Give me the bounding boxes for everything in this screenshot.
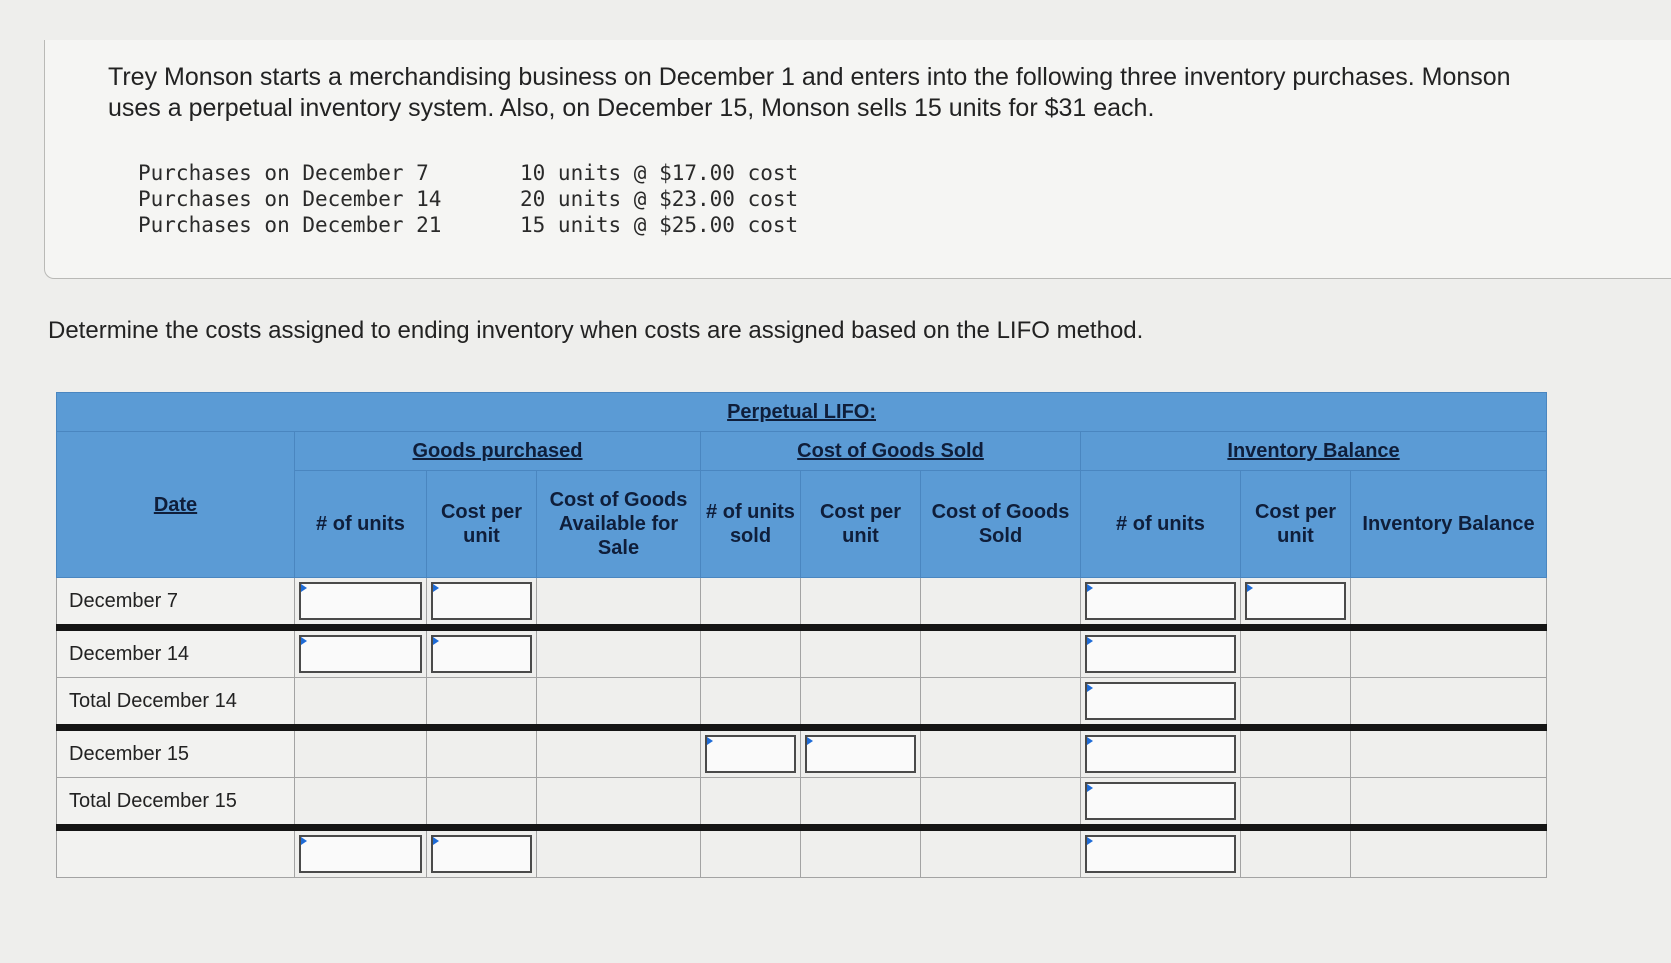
balance-cost-cell	[1241, 578, 1351, 628]
balance-total-cell	[1351, 728, 1547, 778]
cogs-header-text: Cost of Goods Sold	[797, 440, 984, 462]
balance-total-cell	[1351, 678, 1547, 728]
balance-total-cell	[1351, 578, 1547, 628]
purchased-cost-cell	[427, 728, 537, 778]
sold-units-input[interactable]	[705, 735, 796, 773]
purchased-units-cell	[295, 578, 427, 628]
cogs-cell	[921, 778, 1081, 828]
purchase-row	[138, 160, 798, 186]
available-cell	[537, 778, 701, 828]
purchase-desc: Purchases on December 21	[138, 213, 442, 237]
balance-units-cell	[1081, 578, 1241, 628]
row-label: December 7	[57, 578, 295, 628]
balance-total-cell	[1351, 828, 1547, 878]
available-cell	[537, 628, 701, 678]
available-cell	[537, 678, 701, 728]
sold-units-cell	[701, 778, 801, 828]
col-purchased-cost: Cost per unit	[427, 471, 537, 578]
purchase-detail: 15 units @ $25.00 cost	[520, 213, 799, 237]
balance-cost-cell	[1241, 678, 1351, 728]
lifo-table	[56, 392, 1547, 878]
purchase-detail: 20 units @ $23.00 cost	[520, 187, 799, 211]
purchased-units-input[interactable]	[299, 635, 422, 673]
lifo-table-wrapper	[56, 392, 1546, 878]
cogs-cell	[921, 578, 1081, 628]
balance-units-cell	[1081, 678, 1241, 728]
available-cell	[537, 728, 701, 778]
col-sold-units: # of units sold	[701, 471, 801, 578]
purchased-cost-cell	[427, 628, 537, 678]
row-label: Total December 15	[57, 778, 295, 828]
balance-units-input[interactable]	[1085, 782, 1236, 820]
balance-units-cell	[1081, 778, 1241, 828]
purchase-row	[138, 186, 798, 212]
balance-units-input[interactable]	[1085, 635, 1236, 673]
sold-units-cell	[701, 628, 801, 678]
sold-units-cell	[701, 828, 801, 878]
sold-cost-cell	[801, 728, 921, 778]
sold-units-cell	[701, 728, 801, 778]
balance-cost-cell	[1241, 628, 1351, 678]
available-cell	[537, 828, 701, 878]
balance-cost-cell	[1241, 778, 1351, 828]
purchased-units-cell	[295, 828, 427, 878]
balance-units-input[interactable]	[1085, 582, 1236, 620]
cogs-cell	[921, 828, 1081, 878]
problem-text: Trey Monson starts a merchandising business on December 1 and enters into the following three inventory purchases. Monson uses a perpetual inventory system. Also, on December 15, Monson sells 15 units for $31 each.	[108, 63, 1511, 122]
table-row	[57, 728, 1547, 778]
col-balance-cost: Cost per unit	[1241, 471, 1351, 578]
balance-units-input[interactable]	[1085, 735, 1236, 773]
sold-units-cell	[701, 578, 801, 628]
sold-cost-cell	[801, 678, 921, 728]
date-header-text: Date	[153, 493, 198, 516]
col-balance-total: Inventory Balance	[1351, 471, 1547, 578]
purchased-cost-cell	[427, 678, 537, 728]
purchase-detail: 10 units @ $17.00 cost	[520, 161, 799, 185]
cogs-cell	[921, 628, 1081, 678]
goods-purchased-header	[295, 432, 701, 471]
purchase-row	[138, 212, 798, 238]
purchased-units-cell	[295, 778, 427, 828]
purchased-cost-cell	[427, 828, 537, 878]
purchased-cost-cell	[427, 778, 537, 828]
purchased-units-cell	[295, 678, 427, 728]
purchase-desc: Purchases on December 14	[138, 187, 442, 211]
purchased-cost-cell	[427, 578, 537, 628]
row-label	[57, 828, 295, 878]
col-purchased-available: Cost of Goods Available for Sale	[537, 471, 701, 578]
question-text: Determine the costs assigned to ending inventory when costs are assigned based on the LIFO method.	[48, 317, 1144, 344]
available-cell	[537, 578, 701, 628]
balance-units-cell	[1081, 628, 1241, 678]
sold-cost-cell	[801, 578, 921, 628]
table-title	[57, 393, 1547, 432]
sold-units-cell	[701, 678, 801, 728]
col-sold-cogs: Cost of Goods Sold	[921, 471, 1081, 578]
sold-cost-cell	[801, 778, 921, 828]
balance-cost-cell	[1241, 728, 1351, 778]
date-header	[57, 432, 295, 578]
purchase-desc: Purchases on December 7	[138, 161, 429, 185]
row-label: December 14	[57, 628, 295, 678]
sold-cost-cell	[801, 828, 921, 878]
balance-total-cell	[1351, 778, 1547, 828]
balance-cost-input[interactable]	[1245, 582, 1346, 620]
inventory-balance-header	[1081, 432, 1547, 471]
purchased-units-cell	[295, 628, 427, 678]
table-row	[57, 628, 1547, 678]
table-row	[57, 678, 1547, 728]
purchased-cost-input[interactable]	[431, 635, 532, 673]
table-row	[57, 578, 1547, 628]
row-label: Total December 14	[57, 678, 295, 728]
sold-cost-cell	[801, 628, 921, 678]
purchased-cost-input[interactable]	[431, 835, 532, 873]
row-label: December 15	[57, 728, 295, 778]
balance-units-input[interactable]	[1085, 835, 1236, 873]
purchased-cost-input[interactable]	[431, 582, 532, 620]
balance-cost-cell	[1241, 828, 1351, 878]
balance-units-cell	[1081, 728, 1241, 778]
col-sold-cost: Cost per unit	[801, 471, 921, 578]
table-row	[57, 828, 1547, 878]
inventory-balance-text: Inventory Balance	[1227, 440, 1400, 462]
balance-total-cell	[1351, 628, 1547, 678]
table-row	[57, 778, 1547, 828]
col-balance-units: # of units	[1081, 471, 1241, 578]
goods-purchased-text: Goods purchased	[412, 440, 583, 462]
purchases-list	[138, 160, 798, 238]
sold-cost-input[interactable]	[805, 735, 916, 773]
table-title-text: Perpetual LIFO:	[727, 401, 876, 423]
cogs-header	[701, 432, 1081, 471]
balance-units-cell	[1081, 828, 1241, 878]
cogs-cell	[921, 728, 1081, 778]
col-purchased-units: # of units	[295, 471, 427, 578]
cogs-cell	[921, 678, 1081, 728]
purchased-units-input[interactable]	[299, 582, 422, 620]
purchased-units-cell	[295, 728, 427, 778]
purchased-units-input[interactable]	[299, 835, 422, 873]
balance-units-input[interactable]	[1085, 682, 1236, 720]
